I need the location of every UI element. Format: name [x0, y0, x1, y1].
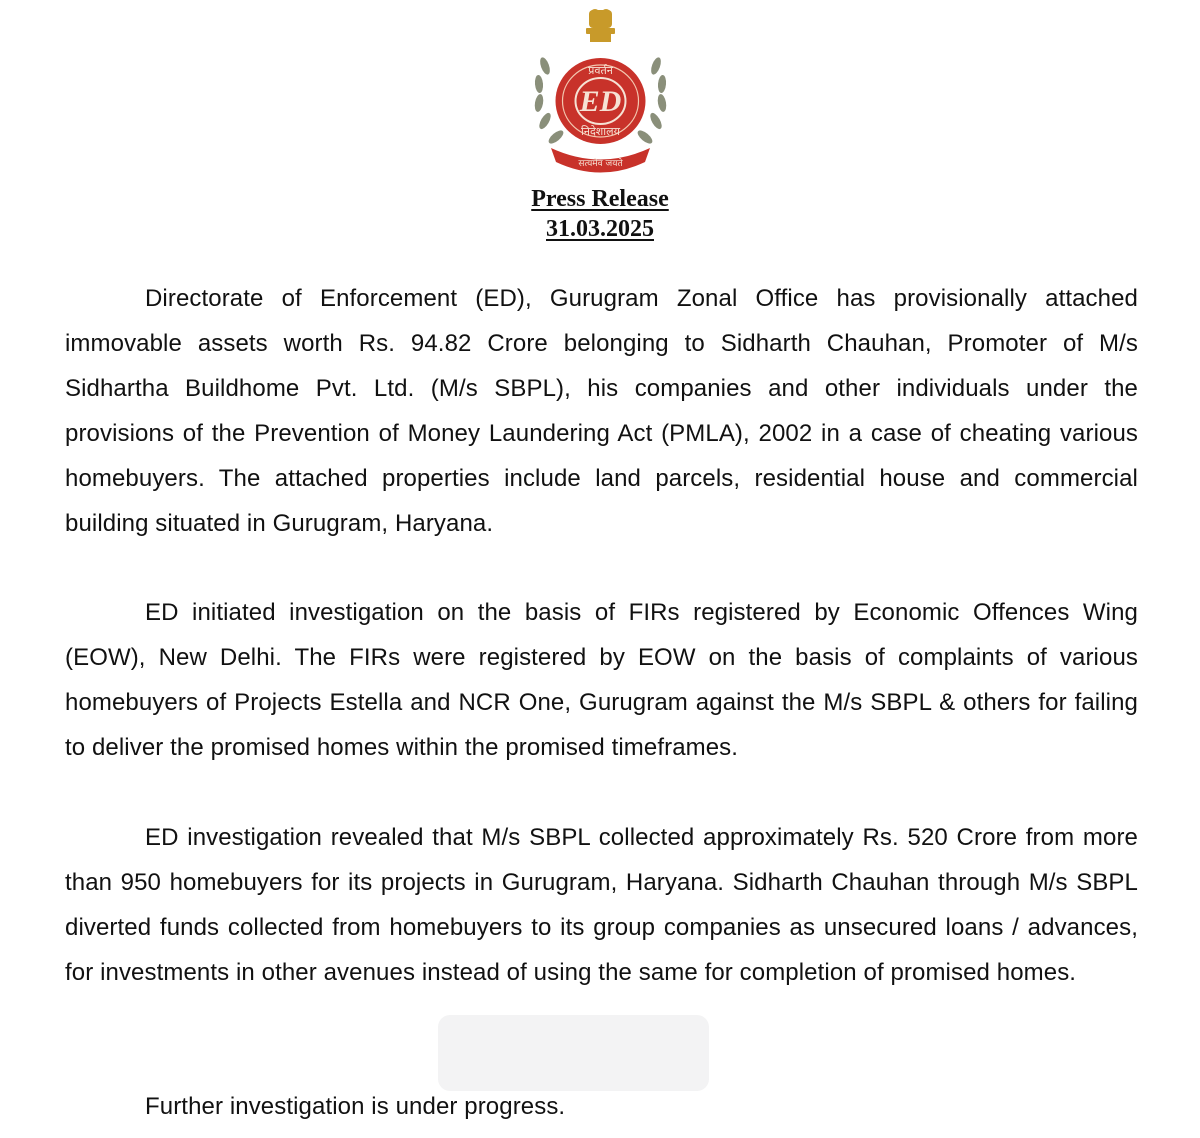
paragraph-investigation-basis: ED initiated investigation on the basis of FIRs registered by Economic Offences Wing (EOW), New Delhi. The FIRs were registered by EOW on the basis of complaints of various homebuyers of Projects Estella and NCR One, Gurugram against the M/s SBPL & others for failing to deliver the promised homes within the promised timeframes. [65, 599, 1138, 761]
paragraph-attachment: Directorate of Enforcement (ED), Gurugram Zonal Office has provisionally attached immovable assets worth Rs. 94.82 Crore belonging to Sidharth Chauhan, Promoter of M/s Sidhartha Buildhome Pvt. Ltd. (M/s SBPL), his companies and other individuals under the provisions of the Prevention of Money Laundering Act (PMLA), 2002 in a case of cheating various homebuyers. The attached properties include land parcels, residential house and commercial building situated in Gurugram, Haryana. [65, 285, 1138, 537]
press-release-title: Press Release [531, 186, 669, 212]
paragraph-findings: ED investigation revealed that M/s SBPL collected approximately Rs. 520 Crore from more than 950 homebuyers for its projects in Gurugram, Haryana. Sidharth Chauhan through M/s SBPL diverted funds collected from homebuyers to its group companies as unsecured loans / advances, for investments in other avenues instead of using the same for completion of promised homes. [65, 824, 1138, 986]
press-release-date: 31.03.2025 [546, 216, 654, 242]
emblem-monogram: ED [579, 85, 622, 118]
emblem-text-bottom: निदेशालय [581, 125, 620, 138]
emblem-motto: सत्यमेव जयते [578, 159, 623, 169]
redaction-box [438, 1015, 709, 1091]
paragraph-further-investigation: Further investigation is under progress. [145, 1093, 566, 1120]
press-release-heading [0, 184, 1200, 244]
enforcement-directorate-emblem-icon [523, 6, 678, 178]
emblem-text-top: प्रवर्तन [588, 64, 613, 77]
